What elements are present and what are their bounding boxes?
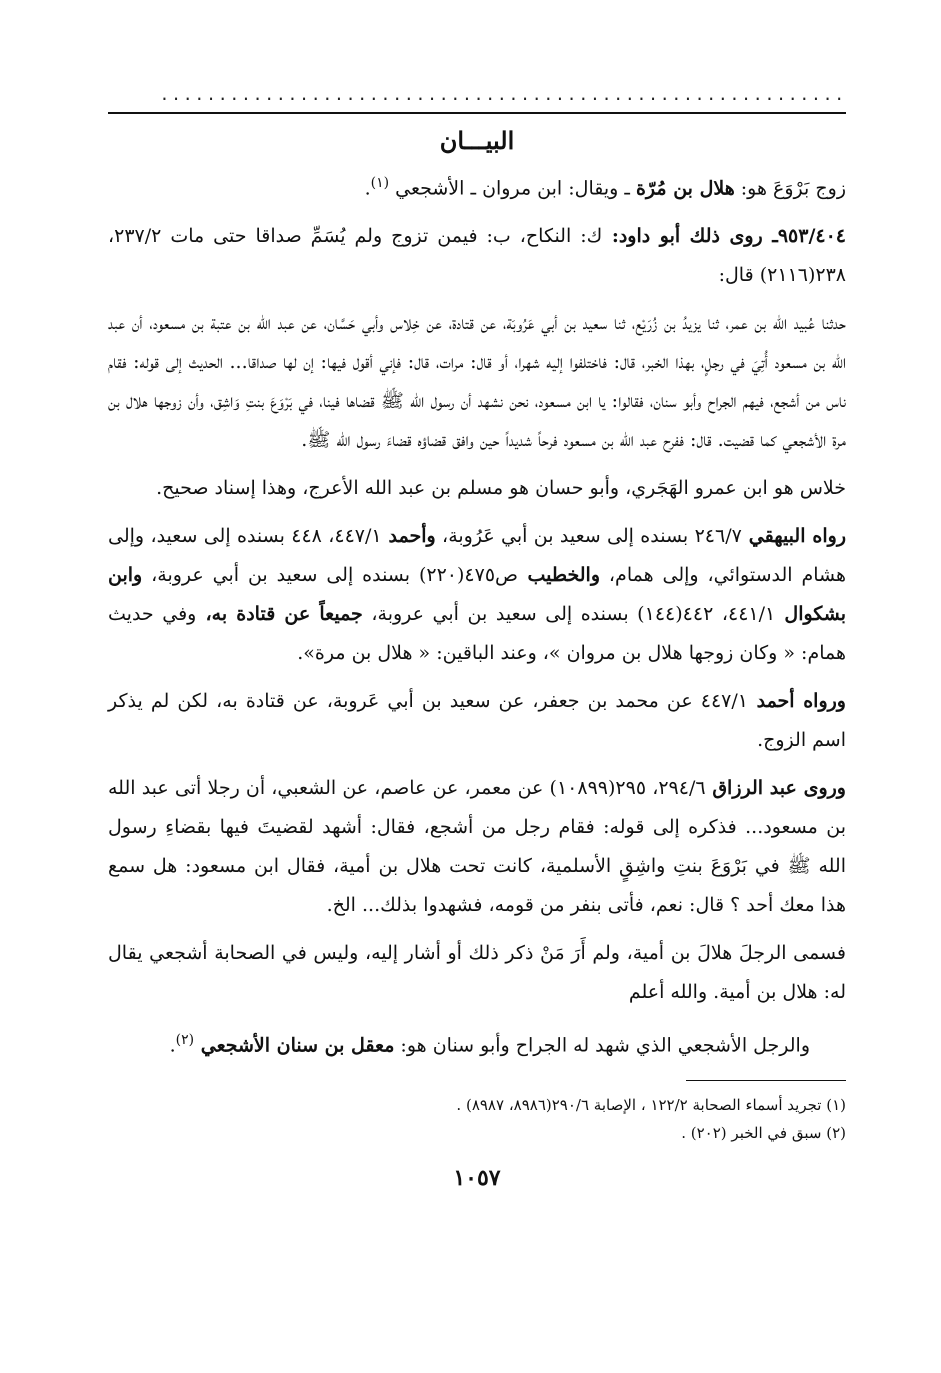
- bold-segment: رواه البيهقي: [741, 525, 847, 548]
- text-segment: ٤٤٧/١ عن محمد بن جعفر، عن سعيد بن أبي عَروبة، عن قتادة به، لكن لم يذكر اسم الزوج.: [108, 690, 846, 752]
- bold-segment: والخطيب: [518, 564, 601, 587]
- paragraph-7: [108, 769, 846, 925]
- text-segment: وفي حديث همام: « وكان زوجها هلال بن مروان »، وعند الباقين: « هلال بن مرة».: [108, 603, 846, 665]
- bold-segment: وابن بشكوال: [108, 564, 847, 626]
- bold-segment: ورواه أحمد: [747, 690, 846, 713]
- text-segment: خلاس هو ابن عمرو الهَجَري، وأبو حسان هو مسلم بن عبد الله الأعرج، وهذا إسناد صحيح.: [156, 477, 846, 500]
- paragraph-2: [108, 217, 846, 295]
- text-segment: ٤٤٧/١، ٤٤٨ بسنده إلى سعيد، وإلى هشام الدستوائي، وإلى همام،: [108, 525, 846, 587]
- paragraph-1: [108, 164, 846, 208]
- footnote-1: (١) تجريد أسماء الصحابة ١٢٢/٢ ، الإصابة ٢٩٠/٦(٨٩٨٦، ٨٩٨٧) .: [456, 1095, 846, 1114]
- paragraph-6: [108, 682, 846, 760]
- text-segment: .: [364, 177, 371, 200]
- bold-segment: وأحمد: [381, 525, 436, 548]
- paragraph-4: [108, 469, 846, 508]
- bold-segment: هلال بن مُرّة: [635, 177, 735, 200]
- text-segment: ٢٩٤/٦، ٢٩٥(١٠٨٩٩) عن معمر، عن عاصم، عن الشعبي، أن رجلا أتى عبد الله بن مسعود... فذكره إلى قوله: فقام رجل من أشجع، فقال: أشهد لقضيتَ فيها بقضاءِ رسول الله ﷺ في بَرْوَعَ بنتِ واشِقٍ الأسلمية، كانت تحت هلال بن أمية، فقال ابن مسعود: هل سمع هذا معك أحد ؟ قال: نعم، فأتى بنفر من قومه، فشهدوا بذلك... الخ.: [108, 777, 846, 917]
- footnote-rule: [686, 1080, 846, 1081]
- text-segment: والرجل الأشجعي الذي شهد له الجراح وأبو سنان هو:: [394, 1034, 810, 1057]
- bold-segment: معقل بن سنان الأشجعي: [194, 1034, 395, 1057]
- document-page: [108, 88, 846, 1318]
- text-segment: ص٤٧٥(٢٢٠) بسنده إلى سعيد بن أبي عروبة،: [142, 564, 519, 587]
- text-segment: ٤٤١/١، ٤٤٢(١٤٤) بسنده إلى سعيد بن أبي عروبة،: [362, 603, 776, 626]
- paragraph-5: [108, 517, 846, 673]
- bold-segment: ٩٥٣/٤٠٤ـ روى ذلك أبو داود:: [602, 225, 846, 248]
- header-rule: [108, 112, 846, 114]
- text-segment: فسمى الرجلَ هلالَ بن أمية، ولم أَرَ مَنْ ذكر ذلك أو أشار إليه، وليس في الصحابة أشجعي يقال له: هلال بن أمية. والله أعلم: [108, 942, 846, 1004]
- paragraph-9: [108, 1021, 846, 1065]
- text-segment: ك: النكاح، ب: فيمن تزوج ولم يُسَمِّ صداقا حتى مات ٢٣٧/٢، ٢٣٨(٢١١٦) قال:: [108, 225, 846, 287]
- text-segment: حدثنا عُبيد الله بن عمر، ثنا يزيدُ بن زُرَيْع، ثنا سعيد بن أبي عَرُوبَة، عن قتادة، عن خِلاس وأبي حَسَّان، عن عبد الله بن عتبة بن مسعود، أن عبد الله بن مسعود أُتِيَ في رجلٍ، بهذا الخبر، قال: فاختلفوا إليه شهرا، أو قال: مرات، قال: فإني أقول فيها: إن لها صداقا... الحديث إلى قوله: فقام ناس من أشجع، فيهم الجراح وأبو سنان، فقالوا: يا ابن مسعود، نحن نشهد أن رسول الله ﷺ قضاها فينا، في بَرْوَعَ بنتِ وَاشِق، وأن زوجها هلال بن مرة الأشجعي كما قضيت. قال: ففرح عبد الله بن مسعود فرحاً شديداً حين وافق قضاؤه قضاءَ رسول الله ﷺ.: [108, 312, 846, 452]
- bold-segment: جميعاً عن قتادة به،: [196, 603, 363, 626]
- bold-segment: وروى عبد الرزاق: [705, 777, 846, 800]
- text-segment: زوج بَرْوَعَ هو:: [734, 177, 846, 200]
- paragraph-8: [108, 934, 846, 1012]
- body-text: [108, 164, 846, 1066]
- text-segment: ـ ويقال: ابن مروان ـ الأشجعي: [389, 177, 636, 200]
- page-number: ١٠٥٧: [453, 1164, 501, 1191]
- footnote-ref: (١): [370, 175, 390, 191]
- footnote-ref: (٢): [175, 1032, 195, 1049]
- paragraph-3: [108, 304, 846, 460]
- footnote-2: (٢) سبق في الخبر (٢٠٢) .: [681, 1123, 846, 1142]
- page-title: البيـــان: [439, 126, 515, 155]
- text-segment: .: [169, 1034, 176, 1057]
- text-segment: ٢٤٦/٧ بسنده إلى سعيد بن أبي عَرُوبة،: [435, 525, 742, 548]
- header-dots: ...........................................................: [159, 88, 846, 102]
